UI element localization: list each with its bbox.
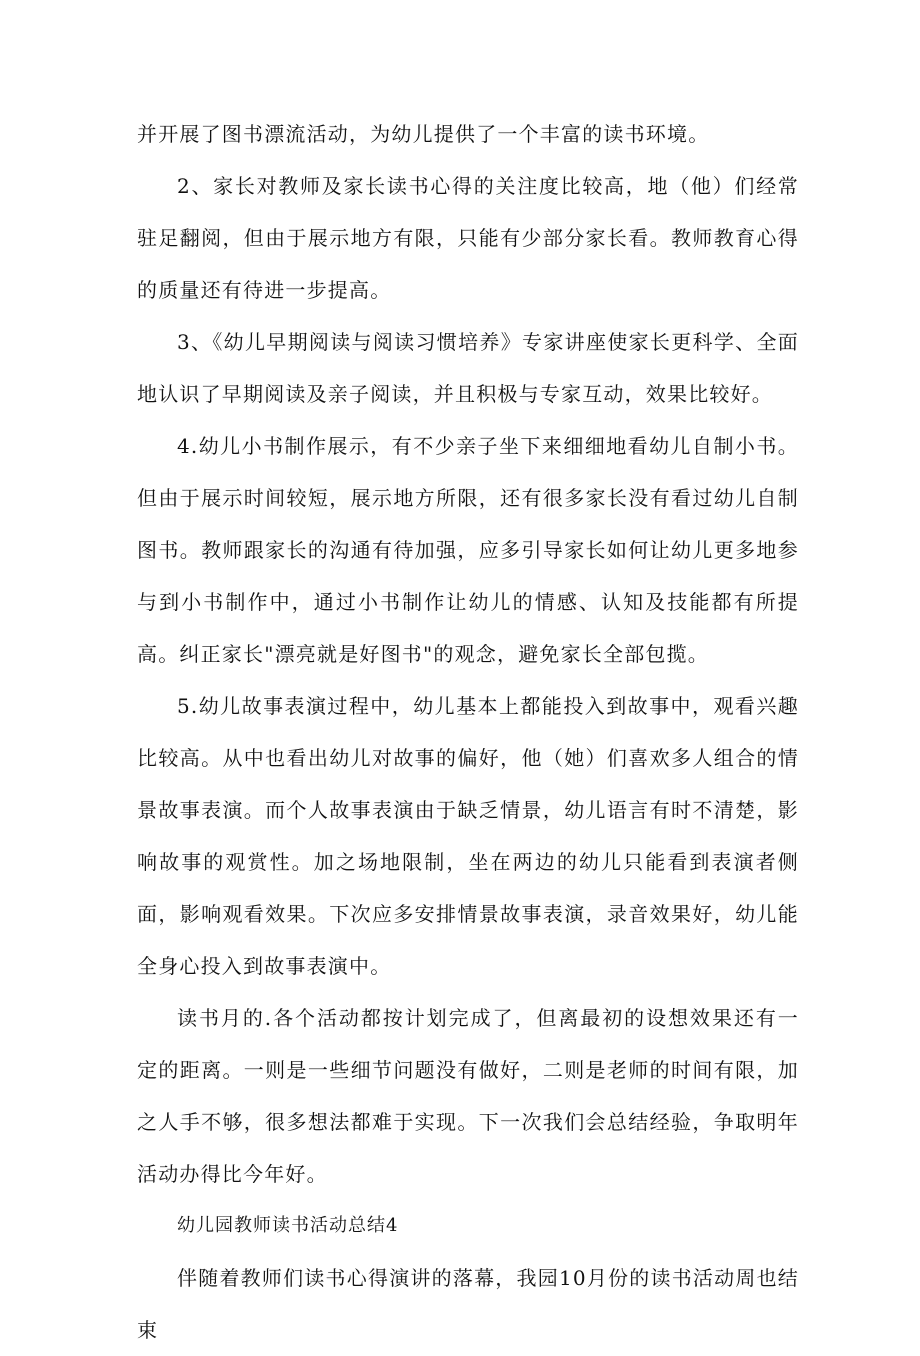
paragraph-item-2: 2、家长对教师及家长读书心得的关注度比较高，地（他）们经常驻足翻阅，但由于展示地方有限，只能有少部分家长看。教师教育心得的质量还有待进一步提高。: [137, 174, 799, 302]
paragraph-continuation: 并开展了图书漂流活动，为幼儿提供了一个丰富的读书环境。: [137, 122, 710, 146]
paragraph-item-5: 5.幼儿故事表演过程中，幼儿基本上都能投入到故事中，观看兴趣比较高。从中也看出幼儿对故事的偏好，他（她）们喜欢多人组合的情景故事表演。而个人故事表演由于缺乏情景，幼儿语言有时不清楚，影响故事的观赏性。加之场地限制，坐在两边的幼儿只能看到表演者侧面，影响观看效果。下次应多安排情景故事表演，录音效果好，幼儿能全身心投入到故事表演中。: [137, 694, 799, 978]
section-heading: 幼儿园教师读书活动总结4: [177, 1215, 399, 1236]
paragraph-section-intro: 伴随着教师们读书心得演讲的落幕，我园10月份的读书活动周也结束: [137, 1266, 799, 1342]
document-page: [137, 108, 799, 1356]
paragraph-item-4: 4.幼儿小书制作展示，有不少亲子坐下来细细地看幼儿自制小书。但由于展示时间较短，展示地方所限，还有很多家长没有看过幼儿自制图书。教师跟家长的沟通有待加强，应多引导家长如何让幼儿更多地参与到小书制作中，通过小书制作让幼儿的情感、认知及技能都有所提高。纠正家长"漂亮就是好图书"的观念，避免家长全部包揽。: [137, 434, 799, 666]
paragraph-item-3: 3、《幼儿早期阅读与阅读习惯培养》专家讲座使家长更科学、全面地认识了早期阅读及亲子阅读，并且积极与专家互动，效果比较好。: [137, 330, 799, 406]
paragraph-summary: 读书月的.各个活动都按计划完成了，但离最初的设想效果还有一定的距离。一则是一些细节问题没有做好，二则是老师的时间有限，加之人手不够，很多想法都难于实现。下一次我们会总结经验，争取明年活动办得比今年好。: [137, 1006, 799, 1186]
